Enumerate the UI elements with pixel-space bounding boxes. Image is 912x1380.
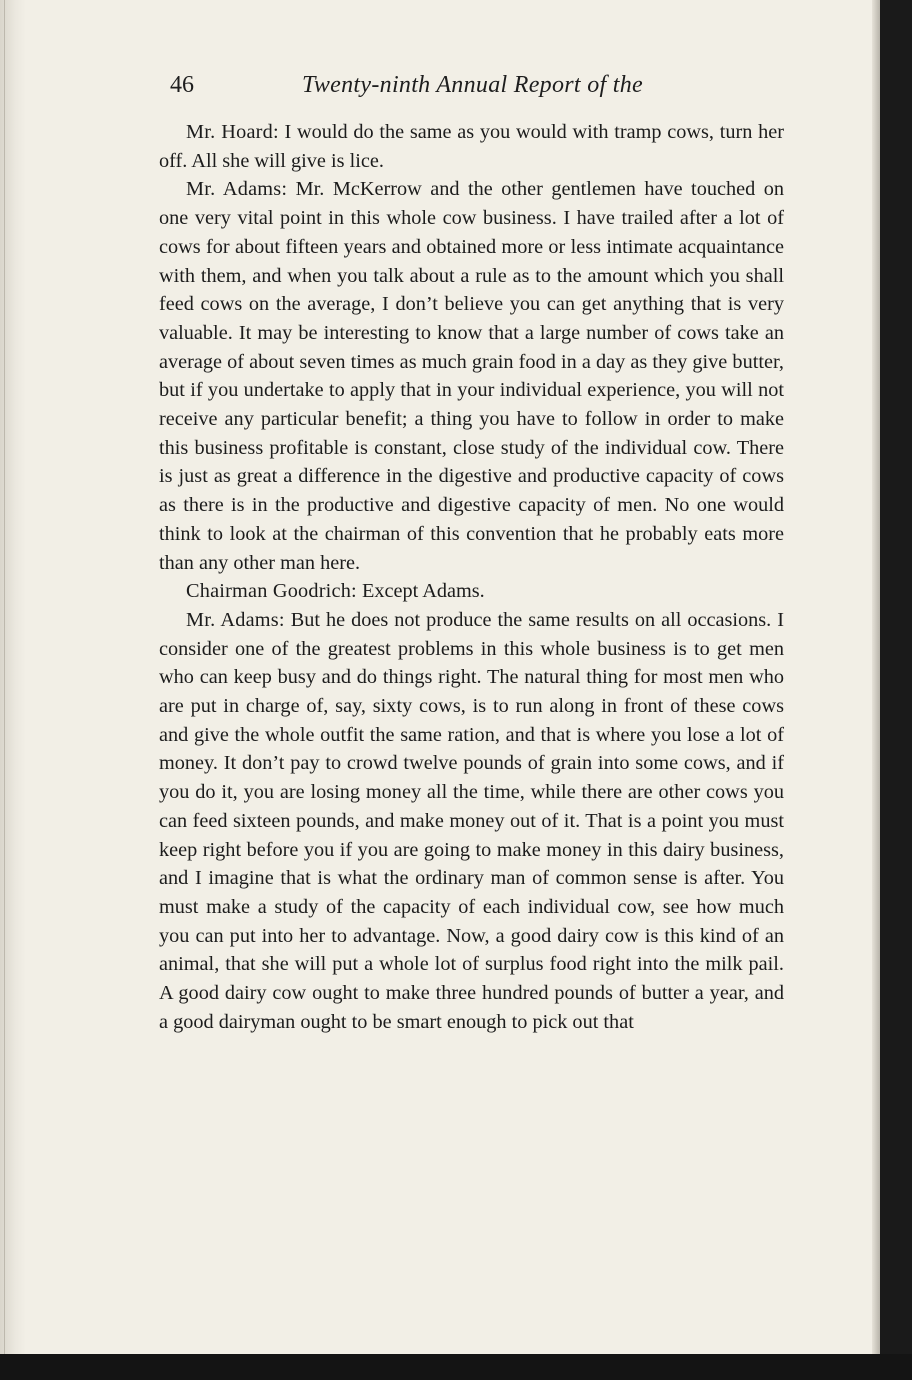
page-edge <box>872 0 880 1354</box>
speaker-name: Mr. Adams: <box>186 608 285 631</box>
paragraph <box>159 577 784 606</box>
page-number: 46 <box>170 72 194 98</box>
paragraph <box>159 175 784 577</box>
paragraph-text: Except Adams. <box>361 580 485 603</box>
speaker-name: Mr. Adams: <box>186 178 288 201</box>
paragraph <box>159 118 784 175</box>
page-header <box>170 68 790 108</box>
paragraph <box>159 606 784 1037</box>
paragraph-text: I would do the same as you would with tramp cows, turn her off. All she will give is lice. <box>159 121 784 172</box>
speaker-name: Mr. Hoard: <box>186 121 279 143</box>
gutter-line <box>4 0 5 1354</box>
paragraph-text: Mr. McKerrow and the other gentlemen have touched on one very vital point in this whole cow business. I have trailed after a lot of cows for about fifteen years and obtained more or less intimate acquaintance with them, and when you talk about a rule as to the amount which you shall feed cows on the average, I don’t believe you can get anything that is very valuable. It may be interesting to know that a large number of cows take an average of about seven times as much grain food in a day as they give butter, but if you undertake to apply that in your individual experience, you will not receive any particular benefit; a thing you have to follow in order to make this business profitable is constant, close study of the individual cow. There is just as great a difference in the digestive and productive capacity of cows as there is in the productive and digestive capacity of men. No one would think to look at the chairman of this convention that he probably eats more than any other man here. <box>159 178 785 574</box>
text-body <box>159 118 784 1037</box>
page-gutter <box>0 0 26 1354</box>
scan-border <box>0 1354 912 1380</box>
paragraph-text: But he does not produce the same results on all occasions. I consider one of the greatest problems in this whole business is to get men who can keep busy and do things right. The natural thing for most men who are put in charge of, say, sixty cows, is to run along in front of these cows and give the whole outfit the same ration, and that is where you lose a lot of money. It don’t pay to crowd twelve pounds of grain into some cows, and if you do it, you are losing money all the time, while there are other cows you can feed sixteen pounds, and make money out of it. That is a point you must keep right before you if you are going to make money in this dairy business, and I imagine that is what the ordinary man of common sense is after. You must make a study of the capacity of each individual cow, see how much you can put into her to advantage. Now, a good dairy cow is this kind of an animal, that she will put a whole lot of surplus food right into the milk pail. A good dairy cow ought to make three hundred pounds of butter a year, and a good dairyman ought to be smart enough to pick out that <box>159 608 784 1033</box>
running-head: Twenty-ninth Annual Report of the <box>302 72 643 98</box>
speaker-name: Chairman Goodrich: <box>186 580 357 603</box>
